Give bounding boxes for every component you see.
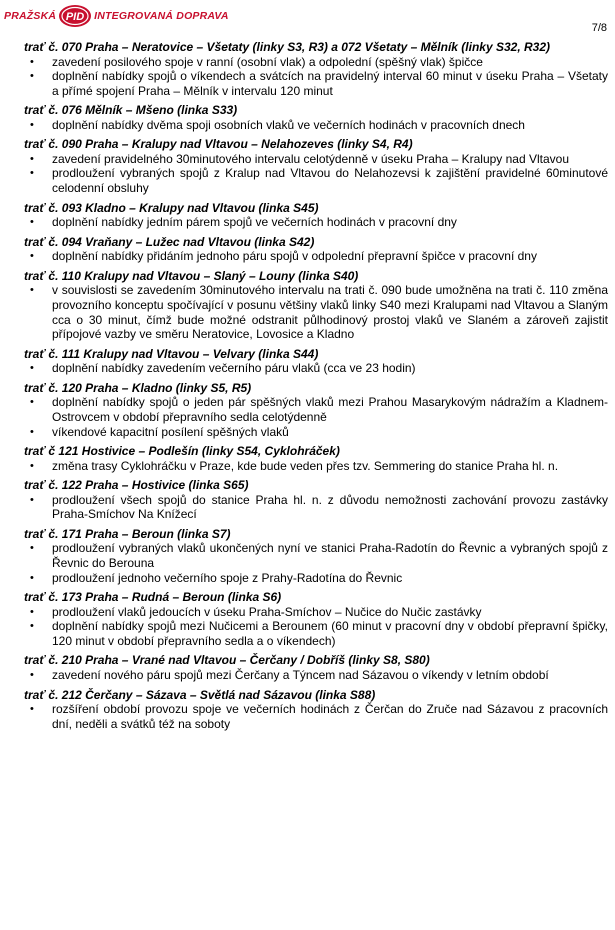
bullet-icon: • [30,425,34,438]
section-title: trať č. 171 Praha – Beroun (linka S7) [24,526,231,541]
change-list [6,152,608,196]
section-title: trať č. 173 Praha – Rudná – Beroun (linka S6) [24,590,282,605]
change-list [6,215,608,230]
bullet-icon: • [30,250,34,263]
change-item [6,541,608,570]
svg-text:PID: PID [65,11,85,23]
change-item-text: doplnění nabídky spojů mezi Nučicemi a Berounem (60 minut v pracovní dny v období přepravní špičky, 120 minut v období přepravního sedla a o víkendech) [52,619,608,648]
change-item [6,425,608,440]
document-body [6,40,608,736]
change-item [6,215,608,230]
rail-line-section [6,40,608,98]
change-item [6,459,608,474]
rail-line-section [6,347,608,376]
rail-line-section [6,478,608,522]
rail-line-section [6,235,608,264]
change-item [6,605,608,620]
rail-line-section [6,590,608,648]
change-item [6,69,608,98]
change-item [6,571,608,586]
change-item [6,166,608,195]
section-title: trať č. 111 Kralupy nad Vltavou – Velvary (linka S44) [24,346,319,361]
section-title: trať č. 090 Praha – Kralupy nad Vltavou – Nelahozeves (linky S4, R4) [24,137,413,152]
change-item-text: prodloužení vybraných vlaků ukončených nyní ve stanici Praha-Radotín do Řevnic a vybraných spojů z Řevnic do Berouna [52,541,608,570]
bullet-icon: • [30,284,34,297]
bullet-icon: • [30,493,34,506]
bullet-icon: • [30,605,34,618]
change-list [6,668,608,683]
logo-right-text: INTEGROVANÁ DOPRAVA [94,10,229,22]
change-item-text: zavedení posilového spoje v ranní (osobní vlak) a odpolední (spěšný vlak) špičce [52,54,483,69]
bullet-icon: • [30,216,34,229]
rail-line-section [6,653,608,682]
section-title: trať č. 210 Praha – Vrané nad Vltavou – Čerčany / Dobříš (linky S8, S80) [24,653,430,668]
bullet-icon: • [30,396,34,409]
pid-logo [4,2,229,30]
change-list [6,541,608,585]
change-item-text: prodloužení všech spojů do stanice Praha hl. n. z důvodu nemožnosti zachování provozu zastávky Praha-Smíchov Na Knížecí [52,492,608,522]
change-item [6,702,608,731]
change-item-text: zavedení nového páru spojů mezi Čerčany a Týncem nad Sázavou o víkendy v letním období [52,667,549,682]
bullet-icon: • [30,703,34,716]
section-title: trať č. 120 Praha – Kladno (linky S5, R5) [24,380,252,395]
rail-line-section [6,527,608,585]
rail-line-section [6,444,608,473]
change-list [6,361,608,376]
change-list [6,395,608,439]
section-title: trať č. 212 Čerčany – Sázava – Světlá nad Sázavou (linka S88) [24,687,376,702]
rail-line-section [6,201,608,230]
bullet-icon: • [30,362,34,375]
change-list [6,55,608,99]
change-list [6,702,608,731]
section-title: trať č. 070 Praha – Neratovice – Všetaty (linky S3, R3) a 072 Všetaty – Mělník (linky S32, R32) [24,40,551,54]
change-item-text: doplnění nabídky jedním párem spojů ve večerních hodinách v pracovní dny [52,215,457,230]
bullet-icon: • [30,542,34,555]
rail-line-section [6,137,608,195]
change-item [6,668,608,683]
change-item [6,118,608,133]
change-item [6,283,608,341]
change-item [6,152,608,167]
change-item-text: změna trasy Cyklohráčku v Praze, kde bude veden přes tzv. Semmering do stanice Praha hl. n. [52,458,559,473]
bullet-icon: • [30,118,34,131]
change-item [6,619,608,648]
rail-line-section [6,269,608,342]
change-item-text: prodloužení vlaků jedoucích v úseku Praha-Smíchov – Nučice do Nučic zastávky [52,604,482,619]
change-item [6,361,608,376]
section-title: trať č. 076 Mělník – Mšeno (linka S33) [24,103,238,118]
change-item-text: doplnění nabídky přidáním jednoho páru spojů v odpolední přepravní špičce v pracovní dny [52,249,537,264]
logo-left-text: PRAŽSKÁ [4,10,57,22]
change-list [6,459,608,474]
bullet-icon: • [30,459,34,472]
bullet-icon: • [30,55,34,68]
rail-line-section [6,688,608,732]
change-list [6,283,608,341]
change-list [6,249,608,264]
page-number: 7/8 [591,22,607,34]
change-item-text: víkendové kapacitní posílení spěšných vlaků [52,424,289,439]
bullet-icon: • [30,620,34,633]
bullet-icon: • [30,571,34,584]
section-title: trať č 121 Hostivice – Podlešín (linky S54, Cyklohráček) [24,444,340,459]
change-item-text: v souvislosti se zavedením 30minutového intervalu na trati č. 090 bude umožněna na trati č. 110 změna provozního konceptu spočívající v posunu většiny vlaků linky S40 mezi Kralupami nad Vltavou a Slaným cca o 30 minut, čímž bude možné odstranit půlhodinový prostoj vlaků ve Slaném a zároveň zajistit přípojové vazby ve směru Neratovice, Lovosice a Kladno [52,283,608,342]
change-item-text: rozšíření období provozu spoje ve večerních hodinách z Čerčan do Zruče nad Sázavou z pracovních dní, neděli a svátků též na soboty [52,702,608,731]
page-header [0,0,615,36]
bullet-icon: • [30,152,34,165]
rail-line-section [6,103,608,132]
section-title: trať č. 122 Praha – Hostivice (linka S65) [24,478,249,493]
change-list [6,605,608,649]
change-item-text: zavedení pravidelného 30minutového intervalu celotýdenně v úseku Praha – Kralupy nad Vltavou [52,151,570,166]
bullet-icon: • [30,70,34,83]
section-title: trať č. 093 Kladno – Kralupy nad Vltavou (linka S45) [24,200,319,215]
change-item [6,395,608,424]
rail-line-section [6,381,608,439]
change-list [6,118,608,133]
section-title: trať č. 110 Kralupy nad Vltavou – Slaný – Louny (linka S40) [24,268,359,283]
change-item [6,249,608,264]
change-item-text: doplnění nabídky zavedením večerního páru vlaků (cca ve 23 hodin) [52,361,416,376]
change-item [6,55,608,70]
change-item [6,493,608,522]
section-title: trať č. 094 Vraňany – Lužec nad Vltavou (linka S42) [24,234,315,249]
change-item-text: doplnění nabídky spojů o jeden pár spěšných vlaků mezi Prahou Masarykovým nádražím a Kladnem-Ostrovcem v období přepravního sedla celotýdenně [52,395,608,424]
change-item-text: doplnění nabídky dvěma spoji osobních vlaků ve večerních hodinách v pracovních dnech [52,117,525,132]
change-list [6,493,608,522]
change-item-text: prodloužení vybraných spojů z Kralup nad Vltavou do Nelahozevsi k zajištění pravidelné 60minutové celodenní obsluhy [52,166,608,196]
bullet-icon: • [30,167,34,180]
change-item-text: doplnění nabídky spojů o víkendech a svátcích na pravidelný interval 60 minut v úseku Praha – Všetaty a přímé spojení Praha – Mělník v intervalu 120 minut [52,69,608,98]
bullet-icon: • [30,668,34,681]
pid-logo-mark [58,4,92,28]
change-item-text: prodloužení jednoho večerního spoje z Prahy-Radotína do Řevnic [52,570,403,585]
